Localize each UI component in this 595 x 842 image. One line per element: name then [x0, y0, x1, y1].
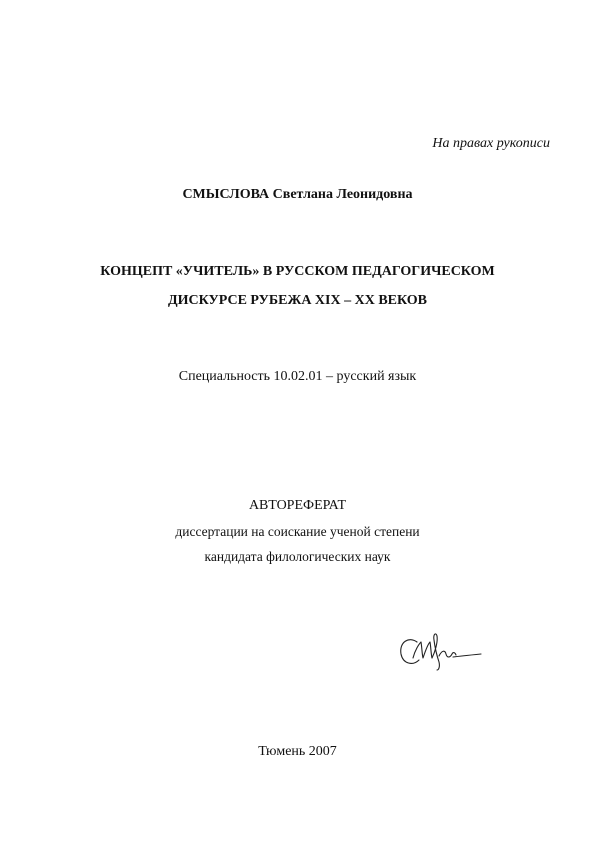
author-name: СМЫСЛОВА Светлана Леонидовна: [182, 187, 413, 202]
description-line-2: кандидата филологических наук: [204, 549, 391, 564]
rights-notice: На правах рукописи: [432, 136, 550, 151]
document-type: АВТОРЕФЕРАТ: [248, 498, 347, 513]
description-line-1: диссертации на соискание ученой степени: [175, 524, 420, 539]
city-year: Тюмень 2007: [258, 744, 337, 759]
signature-icon: [395, 628, 485, 674]
title-line-1: КОНЦЕПТ «УЧИТЕЛЬ» В РУССКОМ ПЕДАГОГИЧЕСКОМ: [100, 264, 495, 279]
specialty-line: Специальность 10.02.01 – русский язык: [178, 369, 417, 384]
title-line-2: ДИСКУРСЕ РУБЕЖА XIX – XX ВЕКОВ: [167, 293, 428, 308]
